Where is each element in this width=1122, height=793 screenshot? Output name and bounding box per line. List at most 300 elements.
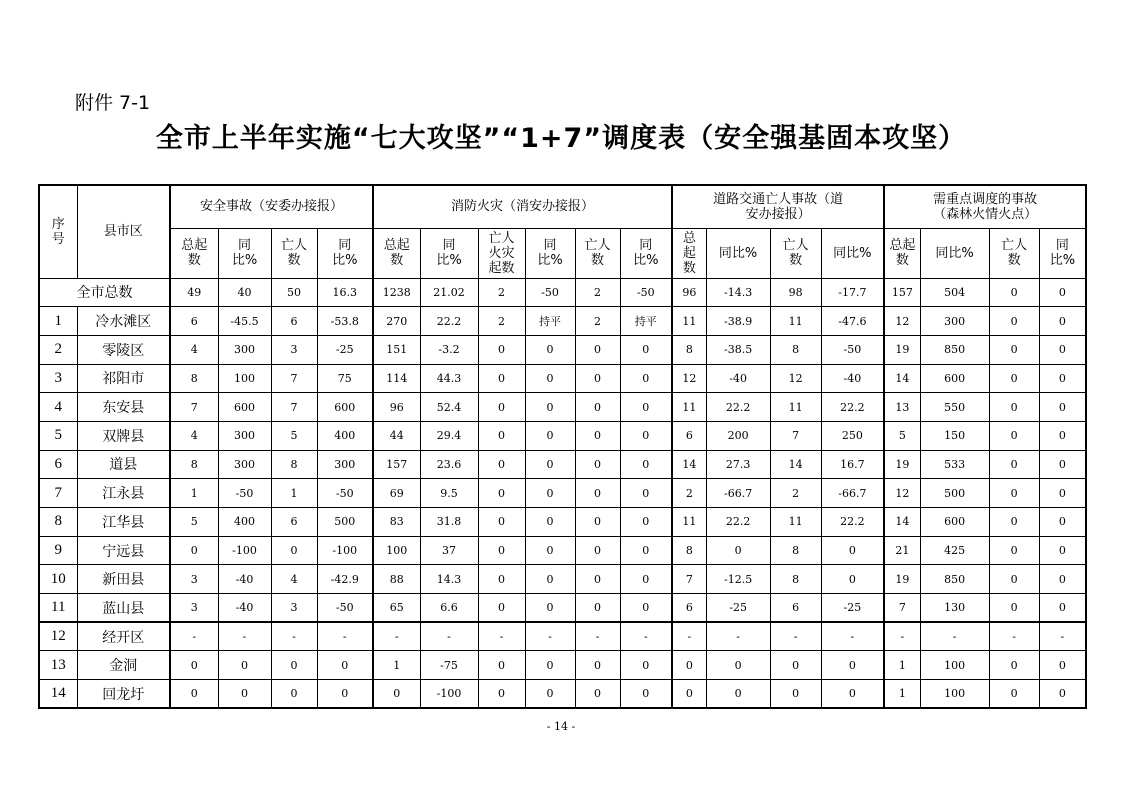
value-cell: 0	[1039, 421, 1086, 450]
value-cell: 88	[373, 565, 420, 594]
value-cell: 0	[575, 393, 620, 422]
total-value-cell: 157	[884, 278, 920, 307]
value-cell: 0	[525, 565, 575, 594]
value-cell: 5	[271, 421, 317, 450]
total-value-cell: 1238	[373, 278, 420, 307]
total-value-cell: 40	[218, 278, 271, 307]
table-row	[39, 421, 1086, 450]
value-cell: 0	[821, 651, 884, 680]
value-cell: -100	[420, 680, 478, 709]
value-cell: 0	[478, 393, 525, 422]
value-cell: 1	[884, 680, 920, 709]
value-cell: -100	[317, 536, 373, 565]
row-county-name: 零陵区	[77, 335, 170, 364]
value-cell: 0	[575, 335, 620, 364]
value-cell: 0	[770, 680, 821, 709]
value-cell: 0	[620, 680, 672, 709]
value-cell: 11	[672, 393, 706, 422]
value-cell: 0	[478, 335, 525, 364]
value-cell: 0	[478, 364, 525, 393]
total-value-cell: -50	[525, 278, 575, 307]
value-cell: 7	[271, 364, 317, 393]
value-cell: 8	[770, 565, 821, 594]
subheader-cell: 同比%	[1039, 228, 1086, 278]
value-cell: 0	[575, 508, 620, 537]
value-cell: 0	[478, 508, 525, 537]
value-cell: 100	[920, 651, 989, 680]
value-cell: 16.7	[821, 450, 884, 479]
row-county-name: 冷水滩区	[77, 307, 170, 336]
value-cell: 300	[920, 307, 989, 336]
value-cell: -3.2	[420, 335, 478, 364]
value-cell: 2	[672, 479, 706, 508]
table-row	[39, 364, 1086, 393]
value-cell: 151	[373, 335, 420, 364]
value-cell: 0	[989, 680, 1039, 709]
value-cell: 0	[525, 594, 575, 623]
value-cell: 9.5	[420, 479, 478, 508]
value-cell: 3	[271, 594, 317, 623]
value-cell: 0	[620, 335, 672, 364]
value-cell: 0	[989, 335, 1039, 364]
row-county-name: 宁远县	[77, 536, 170, 565]
subheader-cell: 同比%	[620, 228, 672, 278]
value-cell: 0	[478, 680, 525, 709]
value-cell: 500	[920, 479, 989, 508]
value-cell: 0	[620, 651, 672, 680]
value-cell: 250	[821, 421, 884, 450]
value-cell: -	[478, 622, 525, 651]
value-cell: 2	[478, 307, 525, 336]
value-cell: 0	[170, 536, 218, 565]
value-cell: 96	[373, 393, 420, 422]
value-cell: 150	[920, 421, 989, 450]
row-index: 14	[39, 680, 77, 709]
value-cell: 29.4	[420, 421, 478, 450]
value-cell: 0	[620, 450, 672, 479]
value-cell: 8	[170, 450, 218, 479]
value-cell: 0	[478, 565, 525, 594]
total-value-cell: 504	[920, 278, 989, 307]
value-cell: 0	[525, 364, 575, 393]
row-index: 2	[39, 335, 77, 364]
row-index: 1	[39, 307, 77, 336]
value-cell: -	[672, 622, 706, 651]
row-county-name: 江华县	[77, 508, 170, 537]
value-cell: 7	[672, 565, 706, 594]
value-cell: 6	[271, 307, 317, 336]
total-value-cell: 49	[170, 278, 218, 307]
value-cell: 0	[478, 450, 525, 479]
header-county: 县市区	[77, 185, 170, 278]
value-cell: 600	[920, 364, 989, 393]
value-cell: 300	[218, 421, 271, 450]
value-cell: -50	[821, 335, 884, 364]
value-cell: -45.5	[218, 307, 271, 336]
value-cell: 100	[218, 364, 271, 393]
value-cell: 65	[373, 594, 420, 623]
value-cell: -38.5	[706, 335, 770, 364]
value-cell: 0	[525, 335, 575, 364]
value-cell: 300	[317, 450, 373, 479]
value-cell: 6	[672, 594, 706, 623]
value-cell: 8	[271, 450, 317, 479]
value-cell: -50	[317, 594, 373, 623]
value-cell: 0	[620, 421, 672, 450]
value-cell: 0	[525, 393, 575, 422]
value-cell: 11	[770, 393, 821, 422]
value-cell: 0	[1039, 594, 1086, 623]
value-cell: 7	[770, 421, 821, 450]
row-index: 6	[39, 450, 77, 479]
value-cell: 37	[420, 536, 478, 565]
subheader-cell: 同比%	[420, 228, 478, 278]
total-value-cell: 50	[271, 278, 317, 307]
value-cell: 0	[821, 536, 884, 565]
value-cell: 22.2	[821, 508, 884, 537]
value-cell: 23.6	[420, 450, 478, 479]
value-cell: 22.2	[420, 307, 478, 336]
subheader-cell: 亡人数	[575, 228, 620, 278]
value-cell: 0	[989, 536, 1039, 565]
row-county-name: 经开区	[77, 622, 170, 651]
value-cell: 550	[920, 393, 989, 422]
value-cell: 4	[271, 565, 317, 594]
row-index: 10	[39, 565, 77, 594]
value-cell: -66.7	[821, 479, 884, 508]
value-cell: 0	[271, 651, 317, 680]
value-cell: -	[920, 622, 989, 651]
value-cell: 7	[271, 393, 317, 422]
value-cell: 270	[373, 307, 420, 336]
value-cell: 6	[672, 421, 706, 450]
value-cell: 130	[920, 594, 989, 623]
value-cell: -40	[218, 594, 271, 623]
value-cell: 7	[170, 393, 218, 422]
value-cell: 14	[884, 508, 920, 537]
value-cell: 0	[1039, 651, 1086, 680]
row-index: 11	[39, 594, 77, 623]
value-cell: -25	[821, 594, 884, 623]
row-index: 5	[39, 421, 77, 450]
value-cell: 8	[770, 536, 821, 565]
value-cell: -38.9	[706, 307, 770, 336]
subheader-cell: 同比%	[525, 228, 575, 278]
value-cell: 0	[770, 651, 821, 680]
total-value-cell: -50	[620, 278, 672, 307]
value-cell: 4	[170, 335, 218, 364]
subheader-cell: 同比%	[218, 228, 271, 278]
value-cell: 2	[770, 479, 821, 508]
value-cell: 持平	[525, 307, 575, 336]
value-cell: -	[525, 622, 575, 651]
value-cell: 8	[672, 335, 706, 364]
row-index: 13	[39, 651, 77, 680]
table-row	[39, 335, 1086, 364]
header-group-fire: 消防火灾（消安办接报）	[373, 185, 672, 228]
value-cell: -	[821, 622, 884, 651]
value-cell: -40	[218, 565, 271, 594]
value-cell: 0	[620, 479, 672, 508]
value-cell: -50	[218, 479, 271, 508]
value-cell: 0	[1039, 364, 1086, 393]
value-cell: 19	[884, 335, 920, 364]
subheader-cell: 亡人数	[770, 228, 821, 278]
value-cell: 12	[884, 479, 920, 508]
value-cell: 300	[218, 335, 271, 364]
value-cell: 11	[672, 508, 706, 537]
value-cell: 0	[821, 680, 884, 709]
value-cell: 0	[218, 651, 271, 680]
table-row	[39, 565, 1086, 594]
value-cell: 0	[478, 651, 525, 680]
total-value-cell: 2	[478, 278, 525, 307]
value-cell: 600	[920, 508, 989, 537]
table-row	[39, 479, 1086, 508]
value-cell: 0	[575, 680, 620, 709]
row-county-name: 东安县	[77, 393, 170, 422]
value-cell: 6	[770, 594, 821, 623]
value-cell: 31.8	[420, 508, 478, 537]
value-cell: 0	[706, 651, 770, 680]
value-cell: 11	[672, 307, 706, 336]
value-cell: 0	[525, 651, 575, 680]
value-cell: 0	[575, 651, 620, 680]
value-cell: 1	[884, 651, 920, 680]
value-cell: 14	[884, 364, 920, 393]
value-cell: 52.4	[420, 393, 478, 422]
table-row	[39, 307, 1086, 336]
value-cell: 0	[672, 680, 706, 709]
value-cell: 14	[770, 450, 821, 479]
value-cell: 500	[317, 508, 373, 537]
value-cell: 22.2	[706, 393, 770, 422]
value-cell: 157	[373, 450, 420, 479]
value-cell: 0	[821, 565, 884, 594]
value-cell: 0	[620, 364, 672, 393]
subheader-cell: 同比%	[706, 228, 770, 278]
total-value-cell: 2	[575, 278, 620, 307]
value-cell: 12	[770, 364, 821, 393]
value-cell: 850	[920, 565, 989, 594]
value-cell: 0	[271, 536, 317, 565]
value-cell: 0	[706, 680, 770, 709]
value-cell: -	[770, 622, 821, 651]
value-cell: 533	[920, 450, 989, 479]
total-row-label: 全市总数	[39, 278, 170, 307]
row-index: 3	[39, 364, 77, 393]
value-cell: 22.2	[706, 508, 770, 537]
value-cell: 114	[373, 364, 420, 393]
value-cell: -	[317, 622, 373, 651]
value-cell: 44.3	[420, 364, 478, 393]
value-cell: -50	[317, 479, 373, 508]
value-cell: 0	[218, 680, 271, 709]
value-cell: 0	[1039, 565, 1086, 594]
value-cell: 0	[525, 536, 575, 565]
value-cell: 0	[989, 651, 1039, 680]
value-cell: 0	[989, 565, 1039, 594]
subheader-cell: 同比%	[821, 228, 884, 278]
value-cell: 11	[770, 307, 821, 336]
total-value-cell: 0	[1039, 278, 1086, 307]
value-cell: 6	[170, 307, 218, 336]
total-value-cell: 21.02	[420, 278, 478, 307]
page-title: 全市上半年实施“七大攻坚”“1+7”调度表（安全强基固本攻坚）	[155, 123, 967, 154]
value-cell: 0	[170, 651, 218, 680]
row-index: 8	[39, 508, 77, 537]
value-cell: 6.6	[420, 594, 478, 623]
value-cell: 0	[620, 536, 672, 565]
value-cell: 0	[317, 651, 373, 680]
value-cell: 0	[575, 479, 620, 508]
header-group-traffic: 道路交通亡人事故（道安办接报）	[672, 185, 884, 228]
value-cell: -25	[317, 335, 373, 364]
row-index: 7	[39, 479, 77, 508]
value-cell: 8	[170, 364, 218, 393]
value-cell: 0	[1039, 479, 1086, 508]
table-row	[39, 651, 1086, 680]
value-cell: 300	[218, 450, 271, 479]
row-county-name: 双牌县	[77, 421, 170, 450]
value-cell: 0	[989, 479, 1039, 508]
subheader-cell: 总起数	[884, 228, 920, 278]
subheader-cell: 总起数	[672, 228, 706, 278]
value-cell: 5	[884, 421, 920, 450]
dispatch-table	[38, 184, 1087, 709]
value-cell: 0	[620, 508, 672, 537]
value-cell: -	[218, 622, 271, 651]
total-value-cell: 98	[770, 278, 821, 307]
value-cell: 0	[620, 594, 672, 623]
table-row	[39, 594, 1086, 623]
table-row	[39, 508, 1086, 537]
value-cell: -	[271, 622, 317, 651]
table-row	[39, 536, 1086, 565]
value-cell: -47.6	[821, 307, 884, 336]
subheader-cell: 亡人数	[271, 228, 317, 278]
row-county-name: 金洞	[77, 651, 170, 680]
value-cell: 0	[170, 680, 218, 709]
value-cell: 0	[989, 508, 1039, 537]
value-cell: -53.8	[317, 307, 373, 336]
value-cell: -	[420, 622, 478, 651]
value-cell: 0	[620, 565, 672, 594]
value-cell: 0	[575, 536, 620, 565]
value-cell: -42.9	[317, 565, 373, 594]
value-cell: 1	[271, 479, 317, 508]
subheader-cell: 同比%	[317, 228, 373, 278]
value-cell: 0	[525, 508, 575, 537]
value-cell: 2	[575, 307, 620, 336]
header-group-forest: 需重点调度的事故（森林火情火点）	[884, 185, 1086, 228]
value-cell: -75	[420, 651, 478, 680]
row-index: 9	[39, 536, 77, 565]
value-cell: 0	[478, 594, 525, 623]
table-row	[39, 450, 1086, 479]
value-cell: 0	[706, 536, 770, 565]
value-cell: 27.3	[706, 450, 770, 479]
value-cell: 400	[317, 421, 373, 450]
value-cell: 850	[920, 335, 989, 364]
subheader-cell: 总起数	[170, 228, 218, 278]
value-cell: 0	[525, 450, 575, 479]
value-cell: -	[170, 622, 218, 651]
value-cell: 83	[373, 508, 420, 537]
value-cell: 0	[989, 421, 1039, 450]
value-cell: 3	[271, 335, 317, 364]
value-cell: 100	[373, 536, 420, 565]
value-cell: 0	[672, 651, 706, 680]
value-cell: 1	[170, 479, 218, 508]
value-cell: 600	[218, 393, 271, 422]
table-row	[39, 393, 1086, 422]
value-cell: 0	[317, 680, 373, 709]
value-cell: 0	[525, 479, 575, 508]
value-cell: 22.2	[821, 393, 884, 422]
value-cell: -12.5	[706, 565, 770, 594]
subheader-cell: 总起数	[373, 228, 420, 278]
value-cell: 7	[884, 594, 920, 623]
value-cell: 600	[317, 393, 373, 422]
value-cell: -	[575, 622, 620, 651]
value-cell: 5	[170, 508, 218, 537]
value-cell: 75	[317, 364, 373, 393]
total-value-cell: -17.7	[821, 278, 884, 307]
value-cell: 0	[525, 680, 575, 709]
value-cell: -66.7	[706, 479, 770, 508]
value-cell: 3	[170, 594, 218, 623]
value-cell: 0	[989, 594, 1039, 623]
value-cell: 0	[1039, 680, 1086, 709]
value-cell: 19	[884, 450, 920, 479]
value-cell: 0	[575, 450, 620, 479]
value-cell: 4	[170, 421, 218, 450]
row-county-name: 回龙圩	[77, 680, 170, 709]
value-cell: -40	[706, 364, 770, 393]
value-cell: 14	[672, 450, 706, 479]
table-row	[39, 680, 1086, 709]
row-county-name: 新田县	[77, 565, 170, 594]
value-cell: 0	[1039, 536, 1086, 565]
value-cell: 425	[920, 536, 989, 565]
value-cell: -25	[706, 594, 770, 623]
value-cell: 0	[575, 565, 620, 594]
value-cell: 0	[575, 421, 620, 450]
value-cell: -100	[218, 536, 271, 565]
subheader-cell: 亡人数	[989, 228, 1039, 278]
value-cell: 3	[170, 565, 218, 594]
value-cell: 12	[884, 307, 920, 336]
value-cell: 14.3	[420, 565, 478, 594]
value-cell: 0	[525, 421, 575, 450]
header-seq: 序号	[39, 185, 77, 278]
value-cell: 0	[271, 680, 317, 709]
value-cell: 6	[271, 508, 317, 537]
value-cell: -	[1039, 622, 1086, 651]
value-cell: 0	[1039, 307, 1086, 336]
value-cell: 13	[884, 393, 920, 422]
value-cell: 0	[478, 479, 525, 508]
value-cell: 0	[575, 594, 620, 623]
value-cell: -	[620, 622, 672, 651]
value-cell: 0	[478, 536, 525, 565]
value-cell: -40	[821, 364, 884, 393]
attachment-label: 附件 7-1	[75, 92, 151, 114]
row-county-name: 江永县	[77, 479, 170, 508]
value-cell: 0	[989, 393, 1039, 422]
value-cell: 0	[373, 680, 420, 709]
